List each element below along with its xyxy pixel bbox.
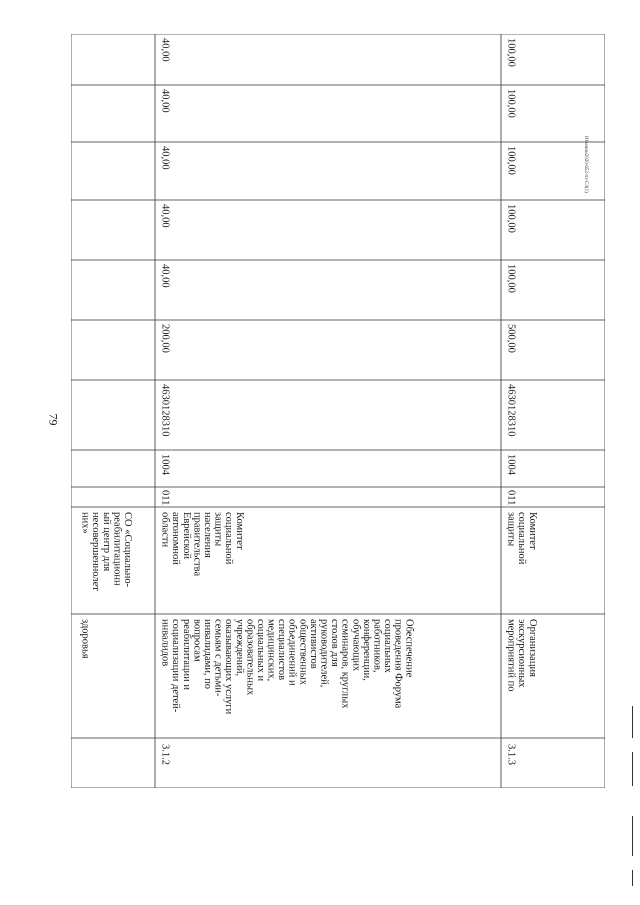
measure-line: специалистов: [276, 619, 288, 681]
measure-line: активистов: [307, 619, 319, 669]
scan-artifact-line: [632, 870, 633, 886]
measure-line: Организация: [526, 619, 538, 677]
measure-line: социальных и: [254, 619, 266, 682]
value-year-3: 100,00: [505, 146, 517, 175]
executor-line: Комитет: [526, 512, 538, 550]
executor-line: населения: [201, 512, 213, 558]
value-year-4: 100,00: [505, 89, 517, 118]
csr-code: 4630128310: [159, 384, 171, 437]
executor-line: социальной: [516, 512, 528, 565]
measure-line: объединений и: [286, 619, 298, 686]
measure-line: медицинских,: [265, 619, 277, 682]
row-number-3-1-3: 3.1.3: [505, 744, 517, 765]
executor-line: Еврейской: [180, 512, 192, 559]
measure-line: семинаров, круглых: [339, 619, 351, 709]
measure-line: работников,: [371, 619, 383, 673]
measure-text-row-0: [79, 619, 90, 734]
executor-text-row-2: [505, 512, 537, 612]
value-year-3: 40,00: [159, 146, 171, 170]
value-total: 500,00: [505, 324, 517, 353]
measure-line: конференции,: [360, 619, 372, 681]
scan-artifact-line: [632, 706, 633, 738]
executor-text-row-0: [79, 512, 132, 612]
measure-line: семьям с детьми-: [212, 619, 224, 697]
executor-line: ый центр для: [100, 512, 112, 572]
grbs-code: 011: [505, 490, 517, 506]
measure-line: мероприятий по: [505, 619, 517, 692]
budget-table: [71, 34, 605, 788]
executor-line: области: [159, 512, 171, 548]
executor-line: реабилитационн: [111, 512, 123, 586]
executor-line: правительства: [191, 512, 203, 577]
executor-line: несовершеннолет: [90, 512, 102, 591]
measure-line: социальных: [382, 619, 394, 673]
executor-line: автономной: [170, 512, 182, 565]
measure-line: реабилитации и: [180, 619, 192, 690]
measure-line: Обеспечение: [403, 619, 415, 678]
document-code: Ювенни2020-652-пт-СЗ(1): [583, 136, 588, 193]
measure-line: образовательных: [244, 619, 256, 696]
measure-line: столов для: [329, 619, 341, 667]
row-number-3-1-2: 3.1.2: [159, 744, 171, 765]
measure-line: инвалидов: [159, 619, 171, 667]
rz-code: 1004: [505, 454, 517, 475]
scan-artifact-line: [632, 752, 633, 786]
measure-line: проведения Форума: [392, 619, 404, 709]
measure-line: инвалидами, по: [201, 619, 213, 690]
executor-line: социальной: [223, 512, 235, 565]
executor-line: защиты: [212, 512, 224, 547]
value-year-1: 40,00: [159, 264, 171, 288]
csr-code: 4630128310: [505, 384, 517, 437]
executor-text-row-1: [159, 512, 244, 612]
value-year-2: 40,00: [159, 204, 171, 228]
value-year-1: 100,00: [505, 264, 517, 293]
value-year-5: 100,00: [505, 38, 517, 67]
executor-line: защиты: [505, 512, 517, 547]
measure-line: учреждений,: [233, 619, 245, 677]
measure-line: руководителей,: [318, 619, 330, 688]
value-year-4: 40,00: [159, 89, 171, 113]
measure-line: обучающих: [350, 619, 362, 672]
measure-line: социализации детей-: [170, 619, 182, 713]
executor-line: Комитет: [233, 512, 245, 550]
executor-line: СО «Социально-: [121, 512, 133, 588]
measure-line: вопросам: [191, 619, 203, 662]
measure-line: оказывающих услуги: [223, 619, 235, 715]
measure-text-row-1: [159, 619, 413, 737]
measure-line: общественных: [297, 619, 309, 685]
page-number: 79: [46, 413, 61, 426]
measure-line: здоровья: [79, 619, 91, 659]
value-year-2: 100,00: [505, 204, 517, 233]
measure-line: экскурсионных: [516, 619, 528, 688]
rz-code: 1004: [159, 454, 171, 475]
grbs-code: 011: [159, 490, 171, 506]
value-year-5: 40,00: [159, 38, 171, 62]
value-total: 200,00: [159, 324, 171, 353]
scan-artifact-line: [632, 816, 633, 856]
executor-line: них»: [79, 512, 91, 534]
measure-text-row-2: [505, 619, 537, 737]
